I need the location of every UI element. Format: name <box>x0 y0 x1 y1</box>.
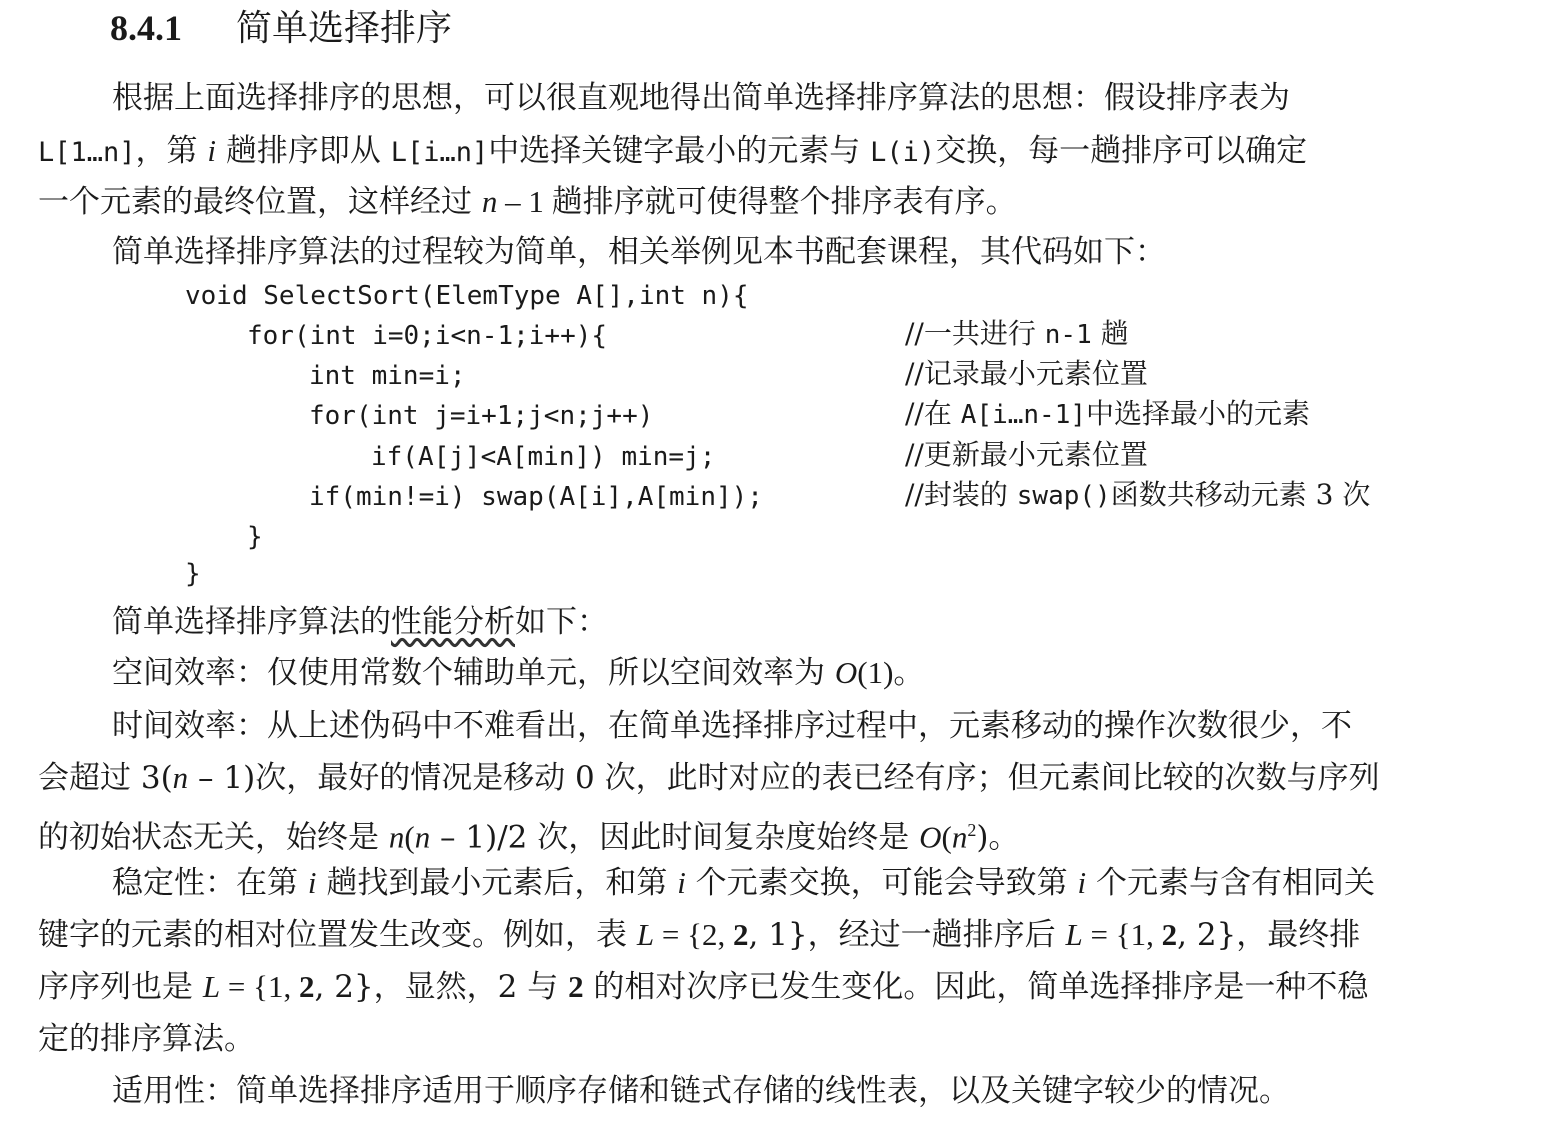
code-comment <box>905 435 1148 475</box>
paragraph-line <box>112 706 1352 746</box>
section-heading <box>110 0 452 56</box>
text: – 1 趟排序就可使得整个排序表有序。 <box>497 184 1017 219</box>
math-var: i <box>1077 865 1087 900</box>
text: – 1)次，最好的情况是移动 0 次，此时对应的表已经有序；但元素间比较的次数与序列 <box>188 760 1380 796</box>
math-var: n <box>414 819 431 855</box>
math-var: i <box>207 133 217 168</box>
text: 中选择最小的元素 <box>1086 397 1311 430</box>
bold-number: 2 <box>1161 917 1178 952</box>
text: 空间效率：仅使用常数个辅助单元，所以空间效率为 <box>112 655 835 691</box>
text: 趟排序即从 <box>216 133 391 169</box>
code-inline: L[i…n] <box>390 137 489 168</box>
text: , 2}，显然，2 与 <box>314 969 569 1005</box>
text: //一共进行 <box>905 317 1045 350</box>
text: 函数共移动元素 3 次 <box>1110 478 1371 511</box>
text: 交换，每一趟排序可以确定 <box>935 133 1308 169</box>
text: 一个元素的最终位置，这样经过 <box>38 184 482 220</box>
paragraph-line <box>38 810 1019 857</box>
paragraph-line <box>38 131 1307 173</box>
code-inline: L(i) <box>870 137 936 168</box>
text: (1)。 <box>857 655 925 690</box>
code-inline: L[1…n] <box>38 137 136 168</box>
code-line: void SelectSort(ElemType A[],int n){ <box>185 281 749 311</box>
code-comment <box>905 354 1148 394</box>
text: ( <box>404 819 415 855</box>
math-var: i <box>307 865 317 900</box>
bold-number: 2 <box>568 969 584 1004</box>
text: = {1, <box>220 969 299 1004</box>
text: ( <box>941 819 952 855</box>
text: 趟 <box>1091 317 1129 350</box>
text: 如下： <box>515 604 608 640</box>
code-comment <box>905 394 1310 435</box>
text: //更新最小元素位置 <box>905 438 1148 471</box>
code-inline: n-1 <box>1044 320 1092 350</box>
code-line: if(min!=i) swap(A[i],A[min]); <box>309 482 763 512</box>
code-inline: A[i…n-1] <box>960 400 1087 430</box>
text: //记录最小元素位置 <box>905 357 1148 390</box>
paragraph-line <box>38 1019 255 1059</box>
code-line: for(int j=i+1;j<n;j++) <box>309 401 654 431</box>
underlined-term: 性能分析 <box>391 604 515 640</box>
text: 定的排序算法。 <box>38 1021 255 1057</box>
text: – 1)/2 次，因此时间复杂度始终是 <box>430 819 920 856</box>
code-line: } <box>247 522 263 552</box>
text: 趟找到最小元素后，和第 <box>316 865 678 901</box>
code-inline: swap() <box>1016 481 1111 511</box>
text: 序序列也是 <box>38 969 203 1005</box>
paragraph-line <box>112 653 924 693</box>
text: //在 <box>905 397 961 430</box>
text: = {2, <box>654 917 733 952</box>
math-var: n <box>388 819 405 855</box>
text: 时间效率：从上述伪码中不难看出，在简单选择排序过程中，元素移动的操作次数很少，不 <box>112 708 1352 744</box>
text: 适用性：简单选择排序适用于顺序存储和链式存储的线性表，以及关键字较少的情况。 <box>112 1073 1290 1109</box>
math-var: L <box>636 917 655 952</box>
paragraph-line <box>112 863 1375 903</box>
text: //封装的 <box>905 478 1017 511</box>
math-var: n <box>951 819 968 855</box>
code-line: int min=i; <box>309 361 466 391</box>
code-comment <box>905 475 1370 516</box>
math-var: O <box>834 655 858 690</box>
code-comment <box>905 314 1129 355</box>
text: 稳定性：在第 <box>112 865 308 901</box>
section-number: 8.4.1 <box>110 8 182 48</box>
math-var: O <box>919 819 942 855</box>
text: 的相对次序已发生变化。因此，简单选择排序是一种不稳 <box>583 969 1369 1005</box>
paragraph-line <box>38 182 1017 222</box>
paragraph-line <box>112 602 608 642</box>
paragraph-line <box>38 758 1380 798</box>
superscript: 2 <box>967 820 977 840</box>
text: 键字的元素的相对位置发生改变。例如，表 <box>38 917 637 953</box>
section-title: 简单选择排序 <box>236 8 453 49</box>
math-var: i <box>677 865 686 900</box>
code-line: } <box>185 559 201 589</box>
text: 的初始状态无关，始终是 <box>38 819 389 856</box>
text: 会超过 3( <box>38 760 173 796</box>
text: 简单选择排序算法的过程较为简单，相关举例见本书配套课程，其代码如下： <box>112 234 1166 270</box>
text: 根据上面选择排序的思想，可以很直观地得出简单选择排序算法的思想：假设排序表为 <box>112 80 1290 116</box>
paragraph-line <box>112 78 1290 118</box>
text: 个元素交换，可能会导致第 <box>685 865 1078 901</box>
code-line: if(A[j]<A[min]) min=j; <box>371 442 716 472</box>
text: 简单选择排序算法的 <box>112 604 391 640</box>
text: ，第 <box>135 133 208 169</box>
paragraph-line <box>38 967 1368 1007</box>
bold-number: 2 <box>732 917 749 952</box>
bold-number: 2 <box>298 969 315 1004</box>
paragraph-line <box>38 915 1360 955</box>
text: , 1}，经过一趟排序后 <box>748 917 1066 953</box>
text: = {1, <box>1082 917 1162 952</box>
math-var: L <box>1065 917 1083 952</box>
math-var: n <box>481 184 498 219</box>
text: 个元素与含有相同关 <box>1086 865 1376 901</box>
paragraph-line <box>112 1071 1290 1111</box>
text: )。 <box>976 819 1020 856</box>
code-line: for(int i=0;i<n-1;i++){ <box>247 321 608 351</box>
math-var: n <box>172 760 189 795</box>
paragraph-line <box>112 232 1166 272</box>
text: 中选择关键字最小的元素与 <box>488 133 871 169</box>
text: , 2}，最终排 <box>1177 917 1361 953</box>
math-var: L <box>202 969 221 1004</box>
